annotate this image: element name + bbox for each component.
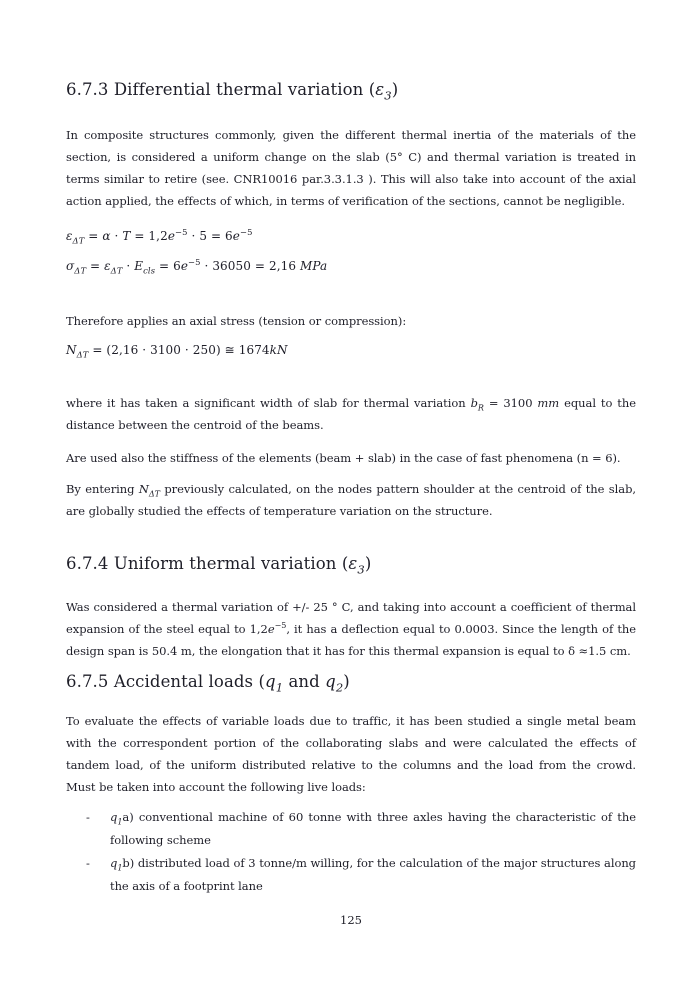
bullet-dash: - <box>86 810 90 824</box>
nodes-paragraph: By entering $N_{\Delta T}$ previously calculated, on the nodes pattern shoulder at the centroid of the slab, are globally studied the effects of temperature variation on the structure. <box>66 482 636 518</box>
list-item-text: $q_1b$) distributed load of 3 tonne/m willing, for the calculation of the major structures along the axis of a footprint lane <box>110 856 636 893</box>
live-loads-list <box>66 806 636 897</box>
stiffness-paragraph: Are used also the stiffness of the elements (beam + slab) in the case of fast phenomena (n = 6). <box>66 451 621 465</box>
axial-stress-intro-paragraph: Therefore applies an axial stress (tension or compression): <box>66 314 407 328</box>
axial-force-formula: $N_{\Delta T} = (2,16 \cdot 3100 \cdot 250)$ ≅ 1674kN <box>66 343 288 360</box>
list-item-text: $q_1a$) conventional machine of 60 tonne with three axles having the characteristic of the following scheme <box>110 810 636 847</box>
page-number: 125 <box>340 913 362 927</box>
uniform-variation-paragraph: Was considered a thermal variation of +/- 25 ° C, and taking into account a coefficient of thermal expansion of the steel equal to $1,2e^{-5}$, it has a deflection equal to 0.0003. Since the length of the design span is 50.4 m, the elongation that it has for this thermal expansion is equal to δ ≈1.5 cm. <box>66 600 636 658</box>
bullet-dash: - <box>86 856 90 870</box>
intro-paragraph-673: In composite structures commonly, given the different thermal inertia of the materials of the section, is considered a uniform change on the slab (5° C) and thermal variation is treated in terms similar to retire (see. CNR10016 par.3.3.1.3 ). This will also take into account of the axial action applied, the effects of which, in terms of verification of the sections, cannot be negligible. <box>66 128 636 208</box>
accidental-loads-paragraph: To evaluate the effects of variable loads due to traffic, it has been studied a single metal beam with the correspondent portion of the collaborating slabs and were calculated the effects of tandem load, of the uniform distributed relative to the columns and the load from the crowd. Must be taken into account the following live loads: <box>66 714 636 794</box>
stress-formula: $\sigma_{\Delta T} = \varepsilon_{\Delta T} \cdot E_{cls} = 6e^{-5} \cdot 36050 = 2,16$ MPa <box>66 257 328 276</box>
list-item-q1b <box>66 852 636 897</box>
strain-formula: $\varepsilon_{\Delta T} = \alpha \cdot T = 1,2e^{-5} \cdot 5 = 6e^{-5}$ <box>66 227 253 246</box>
list-item-q1a <box>66 806 636 851</box>
section-heading-673: 6.7.3 Differential thermal variation $(\varepsilon_3)$ <box>66 80 399 103</box>
section-heading-675: 6.7.5 Accidental loads ($q_1$ and $q_2$) <box>66 672 350 695</box>
section-heading-674: 6.7.4 Uniform thermal variation $(\varepsilon_3)$ <box>66 554 372 577</box>
slab-width-paragraph: where it has taken a significant width of slab for thermal variation $b_R = 3100$ mm equal to the distance between the centroid of the beams. <box>66 396 636 432</box>
